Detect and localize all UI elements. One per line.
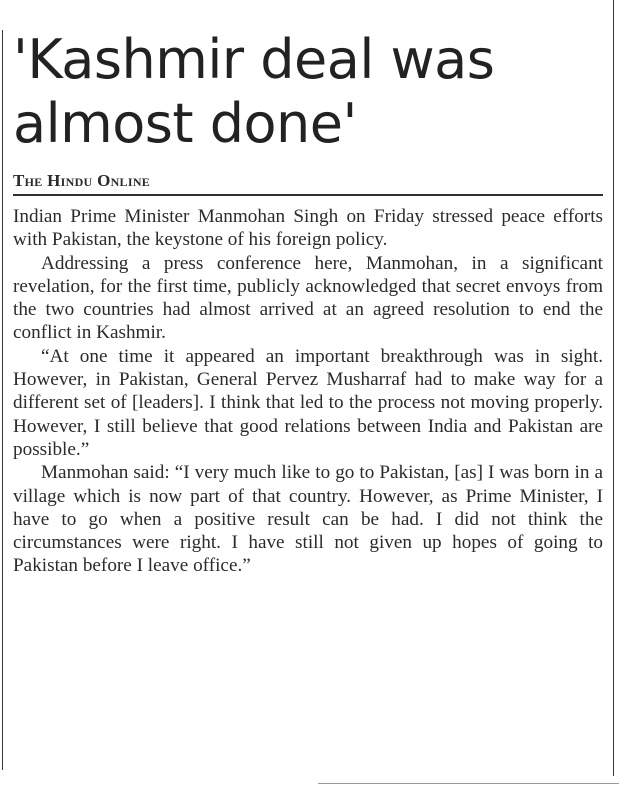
paragraph-2: Addressing a press conference here, Manmohan, in a significant revelation, for the first time, publicly acknowledged that secret envoys from the two countries had almost arrived at an agreed resolution to end the conflict in Kashmir. xyxy=(13,252,603,344)
column-rule-left xyxy=(2,30,3,770)
paragraph-4: Manmohan said: “I very much like to go to Pakistan, [as] I was born in a village which is now part of that country. However, as Prime Minister, I have to go when a positive result can be had. I did not think the circumstances were right. I have still not given up hopes of going to Pakistan before I leave office.” xyxy=(13,462,603,577)
paragraph-1: Indian Prime Minister Manmohan Singh on Friday stressed peace efforts with Pakistan, the keystone of his foreign policy. xyxy=(13,206,603,251)
headline-divider xyxy=(13,194,603,196)
paragraph-3: “At one time it appeared an important breakthrough was in sight. However, in Pakistan, General Pervez Musharraf had to make way for a different set of [leaders]. I think that led to the process not moving properly. However, I still believe that good relations between India and Pakistan are possible.” xyxy=(13,345,603,460)
column-rule-right xyxy=(613,0,614,776)
article xyxy=(13,28,603,578)
headline xyxy=(13,28,603,156)
source-credit: The Hindu Online xyxy=(13,171,151,190)
article-body xyxy=(13,205,603,578)
headline-line-2: almost done' xyxy=(13,92,357,155)
bottom-rule xyxy=(318,783,619,784)
headline-line-1: 'Kashmir deal was xyxy=(13,28,495,91)
